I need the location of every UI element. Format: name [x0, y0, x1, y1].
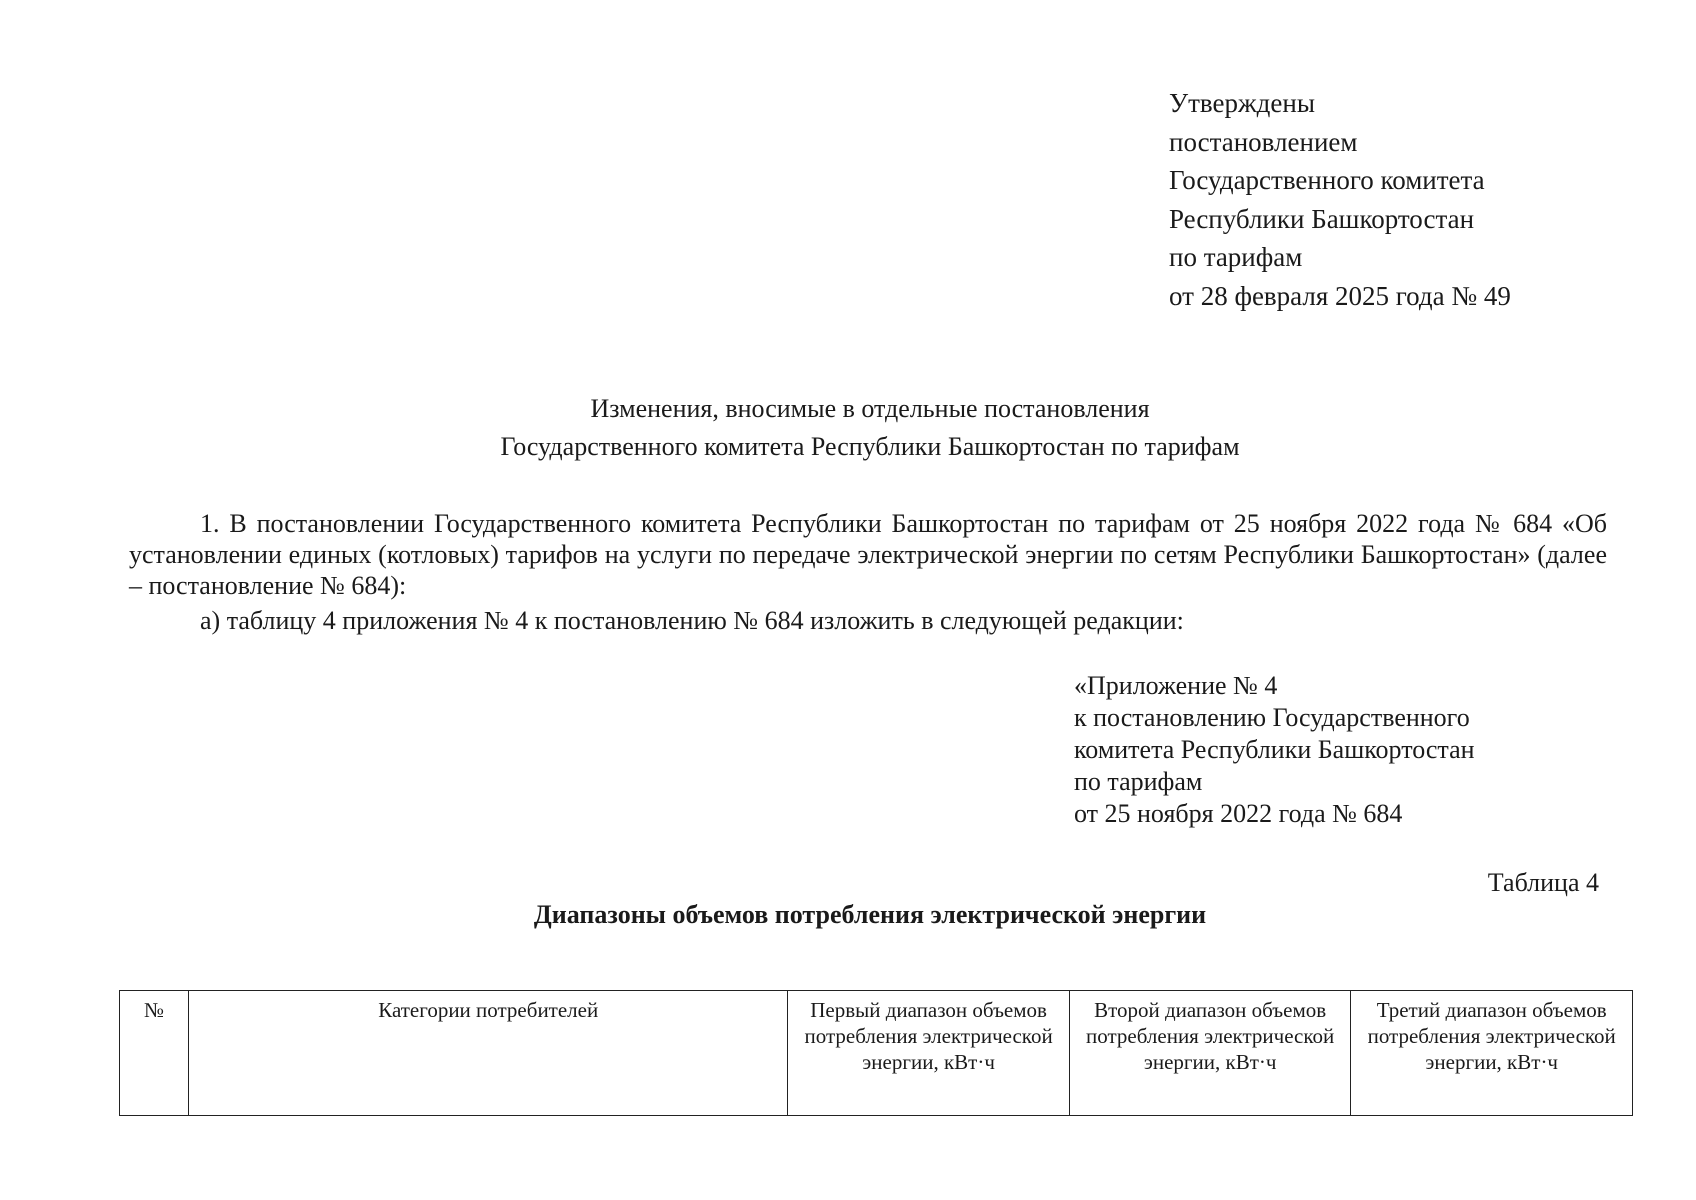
approval-line: Утверждены — [1169, 88, 1315, 118]
appendix-line: «Приложение № 4 — [1074, 671, 1278, 700]
table-header-row — [120, 991, 1633, 1116]
header-third-range: Третий диапазон объемов потребления электрической энергии, кВт·ч — [1351, 991, 1633, 1116]
table-number-label: Таблица 4 — [1487, 868, 1599, 897]
appendix-line: комитета Республики Башкортостан — [1074, 735, 1475, 764]
appendix-block — [1074, 670, 1475, 830]
approval-line: по тарифам — [1169, 242, 1303, 272]
header-consumer-categories: Категории потребителей — [189, 991, 788, 1116]
approval-line: постановлением — [1169, 126, 1358, 157]
paragraph-1: 1. В постановлении Государственного комитета Республики Башкортостан по тарифам от 25 ноября 2022 года № 684 «Об установлении единых (котловых) тарифов на услуги по передаче электрической энергии по сетям Республики Башкортостан» (далее – постановление № 684): — [129, 509, 1607, 600]
approval-block — [1169, 84, 1511, 315]
appendix-line: от 25 ноября 2022 года № 684 — [1074, 799, 1403, 828]
approval-line: Республики Башкортостан — [1169, 203, 1475, 234]
appendix-line: по тарифам — [1074, 767, 1203, 796]
header-second-range: Второй диапазон объемов потребления электрической энергии, кВт·ч — [1069, 991, 1351, 1116]
header-number: № — [120, 991, 189, 1116]
paragraph-a: а) таблицу 4 приложения № 4 к постановлению № 684 изложить в следующей редакции: — [200, 606, 1184, 635]
table-title: Диапазоны объемов потребления электрической энергии — [533, 900, 1207, 929]
header-first-range: Первый диапазон объемов потребления электрической энергии, кВт·ч — [788, 991, 1070, 1116]
approval-line: от 28 февраля 2025 года № 49 — [1169, 280, 1511, 311]
document-title — [0, 390, 1696, 466]
document-title-line-1: Изменения, вносимые в отдельные постановления — [590, 394, 1150, 423]
document-title-line-2: Государственного комитета Республики Башкортостан по тарифам — [500, 432, 1240, 461]
consumption-ranges-table — [119, 990, 1633, 1116]
approval-line: Государственного комитета — [1169, 165, 1485, 195]
appendix-line: к постановлению Государственного — [1074, 703, 1470, 732]
